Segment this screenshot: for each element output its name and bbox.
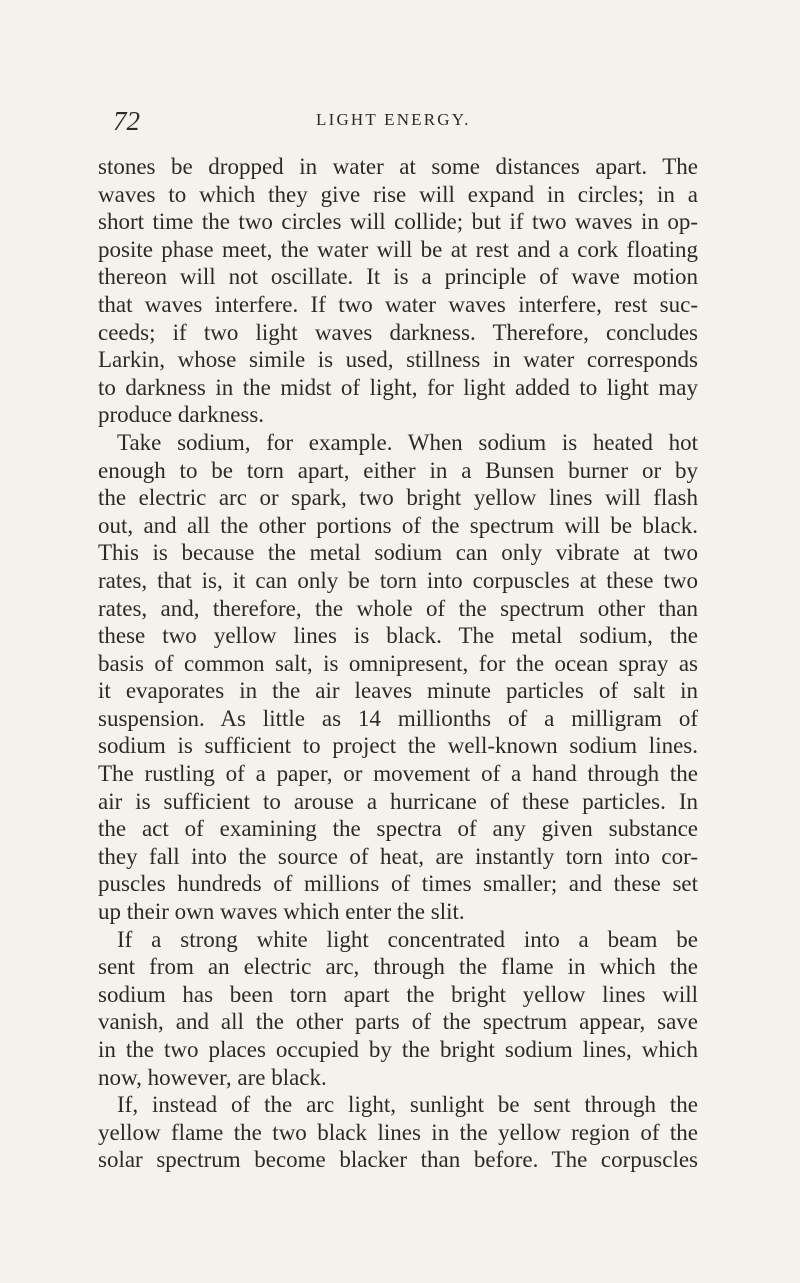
text-line: If, instead of the arc light, sunlight be sent through the xyxy=(117,1092,698,1118)
text-line: The rustling of a paper, or movement of a hand through the xyxy=(98,761,698,787)
text-line: to darkness in the midst of light, for light added to light may xyxy=(98,374,698,400)
text-line: solar spectrum become blacker than before. The corpuscles xyxy=(98,1147,698,1173)
paragraph xyxy=(98,429,698,926)
text-line: they fall into the source of heat, are instantly torn into cor- xyxy=(98,843,698,869)
text-line: the act of examining the spectra of any given substance xyxy=(98,816,698,842)
paragraph xyxy=(98,153,698,429)
text-line: If a strong white light concentrated into a beam be xyxy=(117,926,698,952)
text-line: sent from an electric arc, through the flame in which the xyxy=(98,954,698,980)
paragraph xyxy=(98,1091,698,1174)
text-line: in the two places occupied by the bright sodium lines, which xyxy=(98,1037,698,1062)
text-line: out, and all the other portions of the spectrum will be black. xyxy=(98,512,698,538)
text-line: these two yellow lines is black. The metal sodium, the xyxy=(98,623,698,649)
running-head: LIGHT ENERGY. xyxy=(316,110,471,129)
text-line: stones be dropped in water at some distances apart. The xyxy=(98,154,698,179)
text-line: posite phase meet, the water will be at rest and a cork floating xyxy=(98,236,698,262)
text-line: short time the two circles will collide; but if two waves in op- xyxy=(98,209,698,235)
text-line: up their own waves which enter the slit. xyxy=(98,899,465,925)
text-line: Larkin, whose simile is used, stillness in water corresponds xyxy=(98,347,698,373)
text-line: air is sufficient to arouse a hurricane of these particles. In xyxy=(98,788,698,814)
text-line: sodium is sufficient to project the well-known sodium lines. xyxy=(98,733,698,759)
text-line: produce darkness. xyxy=(98,402,265,428)
page-number: 72 xyxy=(113,106,140,136)
text-line: the electric arc or spark, two bright yellow lines will flash xyxy=(98,485,698,511)
text-line: it evaporates in the air leaves minute particles of salt in xyxy=(98,678,698,704)
text-line: Take sodium, for example. When sodium is heated hot xyxy=(117,429,698,455)
text-line: puscles hundreds of millions of times smaller; and these set xyxy=(98,871,698,897)
paragraph xyxy=(98,926,698,1092)
text-line: thereon will not oscillate. It is a principle of wave motion xyxy=(98,264,698,290)
text-line: ceeds; if two light waves darkness. Therefore, concludes xyxy=(98,319,698,345)
text-line: vanish, and all the other parts of the spectrum appear, save xyxy=(98,1009,698,1035)
text-line: rates, and, therefore, the whole of the spectrum other than xyxy=(98,595,698,621)
text-line: This is because the metal sodium can only vibrate at two xyxy=(98,540,698,566)
text-line: basis of common salt, is omnipresent, for the ocean spray as xyxy=(98,650,698,676)
text-line: sodium has been torn apart the bright yellow lines will xyxy=(98,981,698,1007)
text-line: waves to which they give rise will expand in circles; in a xyxy=(98,181,698,207)
page-header xyxy=(113,103,703,139)
text-line: now, however, are black. xyxy=(98,1064,327,1090)
text-line: yellow flame the two black lines in the yellow region of the xyxy=(98,1119,698,1145)
body-text xyxy=(98,153,698,1174)
text-line: enough to be torn apart, either in a Bunsen burner or by xyxy=(98,457,698,483)
text-line: that waves interfere. If two water waves interfere, rest suc- xyxy=(98,291,698,317)
text-line: suspension. As little as 14 millionths of a milligram of xyxy=(98,705,698,731)
text-line: rates, that is, it can only be torn into corpuscles at these two xyxy=(98,567,698,593)
